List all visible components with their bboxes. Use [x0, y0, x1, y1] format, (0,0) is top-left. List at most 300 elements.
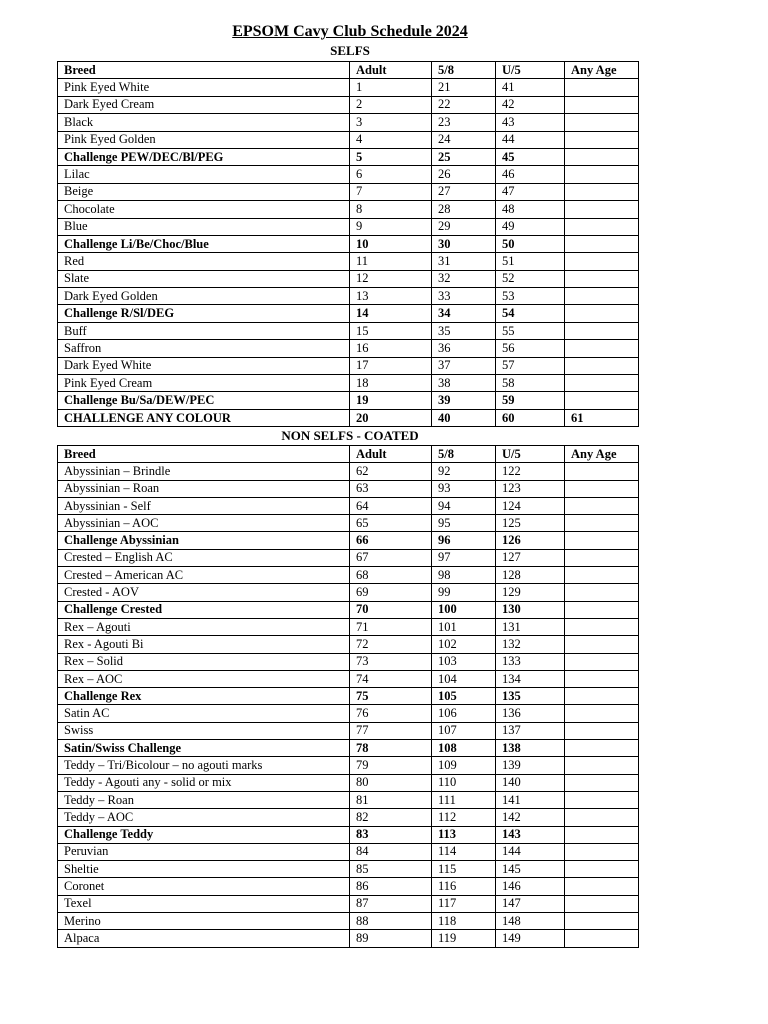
cell-adult-class: 77 — [350, 722, 432, 739]
challenge-row — [58, 740, 639, 757]
cell-breed: Teddy – Roan — [58, 791, 350, 808]
cell-any-age-class — [565, 515, 639, 532]
cell-under-five-class: 139 — [496, 757, 565, 774]
cell-adult-class: 5 — [350, 148, 432, 165]
cell-any-age-class — [565, 774, 639, 791]
table-row — [58, 549, 639, 566]
challenge-row — [58, 601, 639, 618]
cell-under-five-class: 45 — [496, 148, 565, 165]
cell-five-eight-class: 109 — [432, 757, 496, 774]
cell-five-eight-class: 111 — [432, 791, 496, 808]
table-row — [58, 463, 639, 480]
cell-five-eight-class: 112 — [432, 809, 496, 826]
cell-any-age-class — [565, 636, 639, 653]
column-header-five-eight: 5/8 — [432, 62, 496, 79]
table-header-row — [58, 62, 639, 79]
cell-five-eight-class: 96 — [432, 532, 496, 549]
cell-adult-class: 74 — [350, 670, 432, 687]
table-row — [58, 791, 639, 808]
cell-under-five-class: 133 — [496, 653, 565, 670]
cell-under-five-class: 127 — [496, 549, 565, 566]
cell-under-five-class: 46 — [496, 166, 565, 183]
cell-adult-class: 4 — [350, 131, 432, 148]
cell-under-five-class: 136 — [496, 705, 565, 722]
cell-five-eight-class: 28 — [432, 201, 496, 218]
cell-five-eight-class: 36 — [432, 340, 496, 357]
cell-breed: Abyssinian – AOC — [58, 515, 350, 532]
cell-adult-class: 73 — [350, 653, 432, 670]
cell-breed: Abyssinian – Roan — [58, 480, 350, 497]
cell-any-age-class — [565, 340, 639, 357]
cell-five-eight-class: 37 — [432, 357, 496, 374]
cell-five-eight-class: 93 — [432, 480, 496, 497]
cell-any-age-class — [565, 688, 639, 705]
cell-breed: Dark Eyed Golden — [58, 288, 350, 305]
cell-adult-class: 3 — [350, 114, 432, 131]
challenge-row — [58, 392, 639, 409]
cell-under-five-class: 126 — [496, 532, 565, 549]
cell-five-eight-class: 34 — [432, 305, 496, 322]
table-row — [58, 166, 639, 183]
cell-any-age-class — [565, 549, 639, 566]
cell-breed: Teddy – Tri/Bicolour – no agouti marks — [58, 757, 350, 774]
cell-adult-class: 13 — [350, 288, 432, 305]
cell-under-five-class: 57 — [496, 357, 565, 374]
table-row — [58, 567, 639, 584]
cell-five-eight-class: 98 — [432, 567, 496, 584]
table-row — [58, 670, 639, 687]
cell-five-eight-class: 22 — [432, 96, 496, 113]
table-row — [58, 253, 639, 270]
cell-under-five-class: 47 — [496, 183, 565, 200]
cell-any-age-class — [565, 722, 639, 739]
cell-under-five-class: 59 — [496, 392, 565, 409]
table-row — [58, 322, 639, 339]
cell-any-age-class — [565, 131, 639, 148]
cell-five-eight-class: 21 — [432, 79, 496, 96]
cell-five-eight-class: 29 — [432, 218, 496, 235]
cell-five-eight-class: 113 — [432, 826, 496, 843]
cell-adult-class: 6 — [350, 166, 432, 183]
cell-under-five-class: 140 — [496, 774, 565, 791]
cell-any-age-class — [565, 463, 639, 480]
cell-under-five-class: 125 — [496, 515, 565, 532]
table-row — [58, 288, 639, 305]
cell-breed: Alpaca — [58, 930, 350, 947]
table-row — [58, 618, 639, 635]
cell-adult-class: 78 — [350, 740, 432, 757]
cell-adult-class: 89 — [350, 930, 432, 947]
table-row — [58, 653, 639, 670]
cell-adult-class: 62 — [350, 463, 432, 480]
cell-five-eight-class: 30 — [432, 235, 496, 252]
cell-adult-class: 87 — [350, 895, 432, 912]
cell-adult-class: 69 — [350, 584, 432, 601]
cell-five-eight-class: 33 — [432, 288, 496, 305]
cell-five-eight-class: 102 — [432, 636, 496, 653]
cell-adult-class: 64 — [350, 497, 432, 514]
table-row — [58, 636, 639, 653]
cell-adult-class: 88 — [350, 913, 432, 930]
cell-five-eight-class: 118 — [432, 913, 496, 930]
table-row — [58, 497, 639, 514]
challenge-row — [58, 148, 639, 165]
cell-breed: Blue — [58, 218, 350, 235]
cell-five-eight-class: 119 — [432, 930, 496, 947]
cell-adult-class: 16 — [350, 340, 432, 357]
cell-under-five-class: 60 — [496, 409, 565, 426]
table-row — [58, 270, 639, 287]
table-row — [58, 114, 639, 131]
cell-under-five-class: 49 — [496, 218, 565, 235]
cell-adult-class: 83 — [350, 826, 432, 843]
cell-any-age-class — [565, 809, 639, 826]
cell-five-eight-class: 92 — [432, 463, 496, 480]
table-row — [58, 480, 639, 497]
table-header-row — [58, 446, 639, 463]
cell-any-age-class — [565, 253, 639, 270]
challenge-row — [58, 826, 639, 843]
cell-adult-class: 71 — [350, 618, 432, 635]
cell-any-age-class: 61 — [565, 409, 639, 426]
cell-breed: Beige — [58, 183, 350, 200]
cell-under-five-class: 50 — [496, 235, 565, 252]
cell-under-five-class: 138 — [496, 740, 565, 757]
cell-five-eight-class: 38 — [432, 375, 496, 392]
cell-five-eight-class: 106 — [432, 705, 496, 722]
cell-breed: Challenge Rex — [58, 688, 350, 705]
cell-under-five-class: 142 — [496, 809, 565, 826]
cell-any-age-class — [565, 791, 639, 808]
cell-adult-class: 12 — [350, 270, 432, 287]
cell-five-eight-class: 115 — [432, 861, 496, 878]
cell-breed: Lilac — [58, 166, 350, 183]
column-header-under-five: U/5 — [496, 446, 565, 463]
cell-breed: Dark Eyed Cream — [58, 96, 350, 113]
cell-adult-class: 80 — [350, 774, 432, 791]
cell-five-eight-class: 104 — [432, 670, 496, 687]
cell-under-five-class: 41 — [496, 79, 565, 96]
cell-breed: Crested – American AC — [58, 567, 350, 584]
cell-adult-class: 85 — [350, 861, 432, 878]
cell-adult-class: 14 — [350, 305, 432, 322]
cell-five-eight-class: 35 — [432, 322, 496, 339]
cell-adult-class: 65 — [350, 515, 432, 532]
cell-adult-class: 72 — [350, 636, 432, 653]
cell-adult-class: 11 — [350, 253, 432, 270]
cell-breed: Pink Eyed Cream — [58, 375, 350, 392]
column-header-breed: Breed — [58, 446, 350, 463]
cell-adult-class: 20 — [350, 409, 432, 426]
cell-breed: Dark Eyed White — [58, 357, 350, 374]
challenge-row — [58, 532, 639, 549]
cell-any-age-class — [565, 235, 639, 252]
cell-breed: Merino — [58, 913, 350, 930]
cell-five-eight-class: 116 — [432, 878, 496, 895]
cell-any-age-class — [565, 79, 639, 96]
column-header-adult: Adult — [350, 62, 432, 79]
section-title-selfs: SELFS — [330, 43, 370, 58]
cell-any-age-class — [565, 601, 639, 618]
cell-breed: Rex - Agouti Bi — [58, 636, 350, 653]
cell-breed: Challenge Teddy — [58, 826, 350, 843]
cell-under-five-class: 48 — [496, 201, 565, 218]
column-header-adult: Adult — [350, 446, 432, 463]
cell-any-age-class — [565, 270, 639, 287]
table-row — [58, 774, 639, 791]
cell-breed: Abyssinian – Brindle — [58, 463, 350, 480]
table-row — [58, 584, 639, 601]
cell-adult-class: 1 — [350, 79, 432, 96]
cell-breed: Crested - AOV — [58, 584, 350, 601]
cell-adult-class: 84 — [350, 843, 432, 860]
cell-under-five-class: 123 — [496, 480, 565, 497]
non-selfs-table-body — [58, 463, 639, 947]
cell-adult-class: 9 — [350, 218, 432, 235]
cell-breed: Teddy – AOC — [58, 809, 350, 826]
cell-breed: Peruvian — [58, 843, 350, 860]
table-row — [58, 79, 639, 96]
cell-any-age-class — [565, 480, 639, 497]
cell-breed: Challenge Crested — [58, 601, 350, 618]
cell-any-age-class — [565, 757, 639, 774]
cell-any-age-class — [565, 740, 639, 757]
cell-under-five-class: 42 — [496, 96, 565, 113]
cell-any-age-class — [565, 532, 639, 549]
cell-five-eight-class: 31 — [432, 253, 496, 270]
cell-breed: Challenge Abyssinian — [58, 532, 350, 549]
cell-under-five-class: 129 — [496, 584, 565, 601]
cell-breed: Sheltie — [58, 861, 350, 878]
cell-breed: Saffron — [58, 340, 350, 357]
cell-breed: Rex – Solid — [58, 653, 350, 670]
cell-under-five-class: 122 — [496, 463, 565, 480]
cell-any-age-class — [565, 148, 639, 165]
cell-under-five-class: 55 — [496, 322, 565, 339]
cell-breed: Coronet — [58, 878, 350, 895]
cell-five-eight-class: 26 — [432, 166, 496, 183]
column-header-under-five: U/5 — [496, 62, 565, 79]
cell-under-five-class: 144 — [496, 843, 565, 860]
cell-adult-class: 79 — [350, 757, 432, 774]
cell-under-five-class: 147 — [496, 895, 565, 912]
cell-adult-class: 17 — [350, 357, 432, 374]
cell-breed: Buff — [58, 322, 350, 339]
cell-five-eight-class: 32 — [432, 270, 496, 287]
cell-adult-class: 75 — [350, 688, 432, 705]
table-row — [58, 201, 639, 218]
cell-under-five-class: 130 — [496, 601, 565, 618]
cell-breed: Rex – Agouti — [58, 618, 350, 635]
cell-under-five-class: 43 — [496, 114, 565, 131]
cell-any-age-class — [565, 322, 639, 339]
table-row — [58, 340, 639, 357]
table-row — [58, 96, 639, 113]
cell-any-age-class — [565, 375, 639, 392]
column-header-any-age: Any Age — [565, 62, 639, 79]
cell-five-eight-class: 114 — [432, 843, 496, 860]
table-row — [58, 375, 639, 392]
cell-under-five-class: 54 — [496, 305, 565, 322]
cell-breed: Rex – AOC — [58, 670, 350, 687]
cell-adult-class: 82 — [350, 809, 432, 826]
table-row — [58, 809, 639, 826]
cell-breed: Crested – English AC — [58, 549, 350, 566]
cell-breed: Texel — [58, 895, 350, 912]
cell-under-five-class: 52 — [496, 270, 565, 287]
cell-any-age-class — [565, 878, 639, 895]
cell-any-age-class — [565, 166, 639, 183]
column-header-any-age: Any Age — [565, 446, 639, 463]
cell-under-five-class: 141 — [496, 791, 565, 808]
cell-breed: Satin/Swiss Challenge — [58, 740, 350, 757]
cell-adult-class: 15 — [350, 322, 432, 339]
cell-any-age-class — [565, 653, 639, 670]
cell-under-five-class: 128 — [496, 567, 565, 584]
cell-any-age-class — [565, 497, 639, 514]
cell-any-age-class — [565, 357, 639, 374]
cell-any-age-class — [565, 392, 639, 409]
cell-any-age-class — [565, 584, 639, 601]
cell-under-five-class: 146 — [496, 878, 565, 895]
cell-adult-class: 19 — [350, 392, 432, 409]
cell-under-five-class: 124 — [496, 497, 565, 514]
cell-five-eight-class: 99 — [432, 584, 496, 601]
cell-any-age-class — [565, 861, 639, 878]
cell-five-eight-class: 40 — [432, 409, 496, 426]
table-row — [58, 930, 639, 947]
non-selfs-table — [57, 445, 639, 948]
cell-under-five-class: 137 — [496, 722, 565, 739]
cell-adult-class: 7 — [350, 183, 432, 200]
table-row — [58, 895, 639, 912]
cell-breed: Red — [58, 253, 350, 270]
cell-adult-class: 10 — [350, 235, 432, 252]
table-row — [58, 183, 639, 200]
challenge-row — [58, 305, 639, 322]
cell-five-eight-class: 95 — [432, 515, 496, 532]
selfs-table-body — [58, 79, 639, 427]
cell-under-five-class: 56 — [496, 340, 565, 357]
table-row — [58, 705, 639, 722]
cell-any-age-class — [565, 826, 639, 843]
cell-under-five-class: 143 — [496, 826, 565, 843]
cell-any-age-class — [565, 183, 639, 200]
cell-under-five-class: 132 — [496, 636, 565, 653]
cell-five-eight-class: 94 — [432, 497, 496, 514]
cell-any-age-class — [565, 218, 639, 235]
cell-adult-class: 86 — [350, 878, 432, 895]
cell-five-eight-class: 117 — [432, 895, 496, 912]
table-row — [58, 357, 639, 374]
cell-under-five-class: 58 — [496, 375, 565, 392]
cell-under-five-class: 44 — [496, 131, 565, 148]
cell-under-five-class: 51 — [496, 253, 565, 270]
page-title: EPSOM Cavy Club Schedule 2024 — [232, 23, 468, 40]
cell-any-age-class — [565, 705, 639, 722]
cell-under-five-class: 53 — [496, 288, 565, 305]
cell-breed: Challenge Li/Be/Choc/Blue — [58, 235, 350, 252]
cell-adult-class: 63 — [350, 480, 432, 497]
cell-five-eight-class: 24 — [432, 131, 496, 148]
table-row — [58, 878, 639, 895]
cell-under-five-class: 135 — [496, 688, 565, 705]
cell-five-eight-class: 103 — [432, 653, 496, 670]
cell-breed: Pink Eyed Golden — [58, 131, 350, 148]
cell-adult-class: 81 — [350, 791, 432, 808]
cell-breed: Challenge PEW/DEC/Bl/PEG — [58, 148, 350, 165]
cell-breed: Challenge R/Sl/DEG — [58, 305, 350, 322]
cell-five-eight-class: 101 — [432, 618, 496, 635]
cell-breed: Challenge Bu/Sa/DEW/PEC — [58, 392, 350, 409]
cell-any-age-class — [565, 567, 639, 584]
table-row — [58, 218, 639, 235]
table-row — [58, 131, 639, 148]
cell-any-age-class — [565, 288, 639, 305]
table-row — [58, 913, 639, 930]
cell-breed: CHALLENGE ANY COLOUR — [58, 409, 350, 426]
challenge-row — [58, 235, 639, 252]
cell-five-eight-class: 27 — [432, 183, 496, 200]
cell-breed: Teddy - Agouti any - solid or mix — [58, 774, 350, 791]
cell-any-age-class — [565, 201, 639, 218]
cell-five-eight-class: 97 — [432, 549, 496, 566]
cell-adult-class: 18 — [350, 375, 432, 392]
challenge-row — [58, 688, 639, 705]
cell-under-five-class: 148 — [496, 913, 565, 930]
cell-five-eight-class: 23 — [432, 114, 496, 131]
cell-breed: Black — [58, 114, 350, 131]
cell-adult-class: 68 — [350, 567, 432, 584]
column-header-breed: Breed — [58, 62, 350, 79]
cell-breed: Pink Eyed White — [58, 79, 350, 96]
cell-five-eight-class: 100 — [432, 601, 496, 618]
cell-breed: Abyssinian - Self — [58, 497, 350, 514]
table-row — [58, 757, 639, 774]
cell-any-age-class — [565, 618, 639, 635]
cell-five-eight-class: 25 — [432, 148, 496, 165]
cell-five-eight-class: 108 — [432, 740, 496, 757]
table-row — [58, 722, 639, 739]
section-title-non-selfs: NON SELFS - COATED — [281, 428, 419, 443]
cell-under-five-class: 131 — [496, 618, 565, 635]
cell-any-age-class — [565, 114, 639, 131]
cell-adult-class: 8 — [350, 201, 432, 218]
cell-under-five-class: 149 — [496, 930, 565, 947]
table-row — [58, 843, 639, 860]
cell-any-age-class — [565, 913, 639, 930]
column-header-five-eight: 5/8 — [432, 446, 496, 463]
cell-any-age-class — [565, 930, 639, 947]
table-row — [58, 861, 639, 878]
cell-breed: Chocolate — [58, 201, 350, 218]
cell-under-five-class: 145 — [496, 861, 565, 878]
cell-any-age-class — [565, 305, 639, 322]
cell-any-age-class — [565, 843, 639, 860]
cell-breed: Satin AC — [58, 705, 350, 722]
cell-breed: Slate — [58, 270, 350, 287]
challenge-row — [58, 409, 639, 426]
cell-breed: Swiss — [58, 722, 350, 739]
cell-any-age-class — [565, 895, 639, 912]
cell-five-eight-class: 105 — [432, 688, 496, 705]
selfs-table — [57, 61, 639, 427]
cell-adult-class: 70 — [350, 601, 432, 618]
cell-any-age-class — [565, 96, 639, 113]
cell-five-eight-class: 39 — [432, 392, 496, 409]
cell-under-five-class: 134 — [496, 670, 565, 687]
cell-five-eight-class: 110 — [432, 774, 496, 791]
